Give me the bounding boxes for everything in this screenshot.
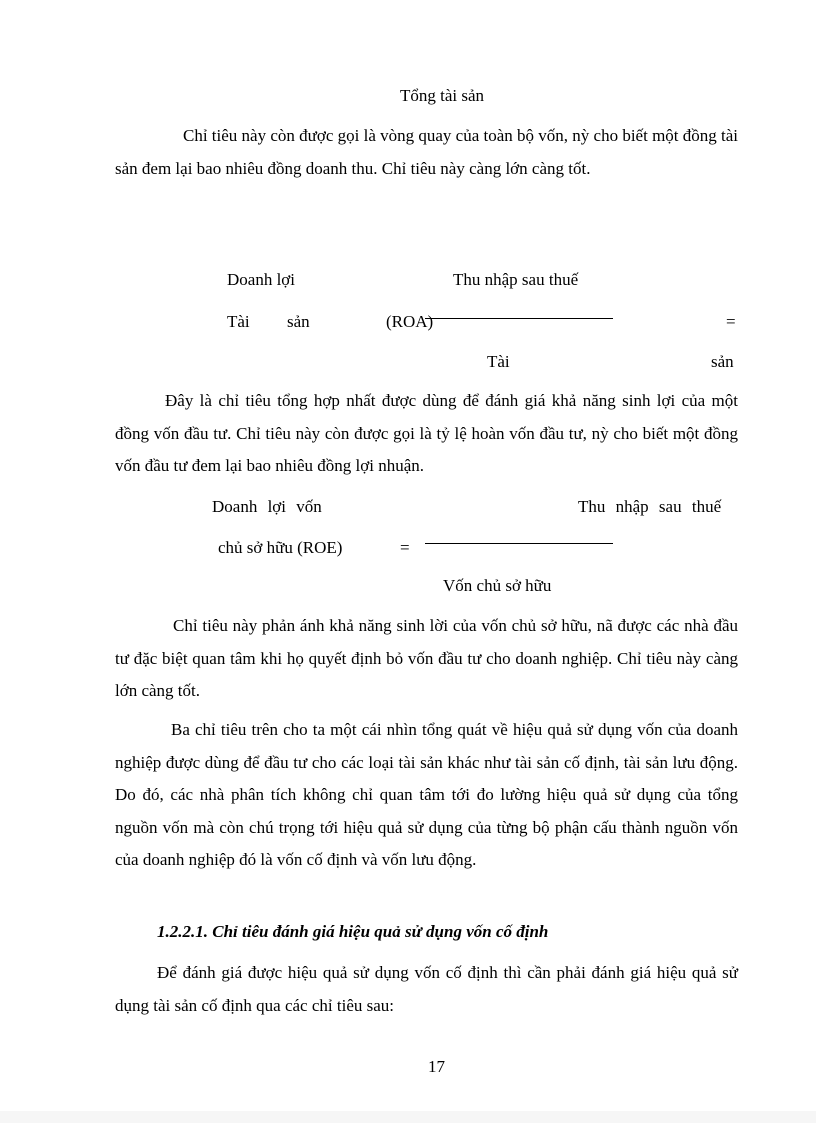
section-heading-fixed-capital: 1.2.2.1. Chỉ tiêu đánh giá hiệu quả sử dụng vốn cố định — [157, 922, 549, 941]
roa-fraction-bar — [425, 318, 613, 319]
roe-label-line2: chủ sở hữu (ROE) — [218, 538, 343, 557]
paragraph-roe-explanation: Chỉ tiêu này phản ánh khả năng sinh lời của vốn chủ sở hữu, nã được các nhà đầu tư đặc biệt quan tâm khi họ quyết định bỏ vốn đầu tư cho doanh nghiệp. Chỉ tiêu này càng lớn càng tốt. — [115, 616, 738, 700]
roa-label-abbrev: (ROA) — [386, 312, 434, 331]
roe-label-line1: Doanh lợi vốn — [212, 497, 322, 516]
page-number: 17 — [428, 1057, 445, 1076]
roa-label-line1: Doanh lợi — [227, 270, 296, 289]
roa-label-line2-word1: Tài — [227, 312, 250, 331]
roa-numerator: Thu nhập sau thuế — [453, 270, 579, 289]
roa-label-line2-word2: sản — [287, 312, 310, 331]
roe-denominator: Vốn chủ sở hữu — [443, 576, 552, 595]
roa-denominator-word1: Tài — [487, 352, 510, 371]
roa-denominator-word2: sản — [711, 352, 734, 371]
roe-equals-sign: = — [400, 538, 410, 557]
paragraph-roa-explanation: Đây là chỉ tiêu tổng hợp nhất được dùng để đánh giá khả năng sinh lợi của một đồng vốn đầu tư. Chỉ tiêu này còn được gọi là tỷ lệ hoàn vốn đầu tư, nỳ cho biết một đồng vốn đầu tư đem lại bao nhiêu đồng lợi nhuận. — [115, 391, 738, 475]
roe-numerator: Thu nhập sau thuế — [578, 497, 722, 516]
roe-fraction-bar — [425, 543, 613, 544]
formula-denominator-total-assets: Tổng tài sản — [400, 86, 485, 105]
roa-equals-sign: = — [726, 312, 736, 331]
paragraph-asset-turnover: Chỉ tiêu này còn được gọi là vòng quay của toàn bộ vốn, nỳ cho biết một đồng tài sản đem lại bao nhiêu đồng doanh thu. Chỉ tiêu này càng lớn càng tốt. — [115, 126, 739, 178]
paragraph-capital-overview: Ba chỉ tiêu trên cho ta một cái nhìn tổng quát về hiệu quả sử dụng vốn của doanh nghiệp được dùng để đầu tư cho các loại tài sản khác như tài sản cố định, tài sản lưu động. Do đó, các nhà phân tích không chỉ quan tâm tới đo lường hiệu quả sử dụng của tổng nguồn vốn mà còn chú trọng tới hiệu quả sử dụng của từng bộ phận cấu thành nguồn vốn của doanh nghiệp đó là vốn cố định và vốn lưu động. — [115, 720, 738, 869]
page-bottom-edge — [0, 1111, 816, 1123]
paragraph-fixed-capital-intro: Để đánh giá được hiệu quả sử dụng vốn cố định thì cần phải đánh giá hiệu quả sử dụng tài sản cố định qua các chỉ tiêu sau: — [115, 963, 738, 1015]
